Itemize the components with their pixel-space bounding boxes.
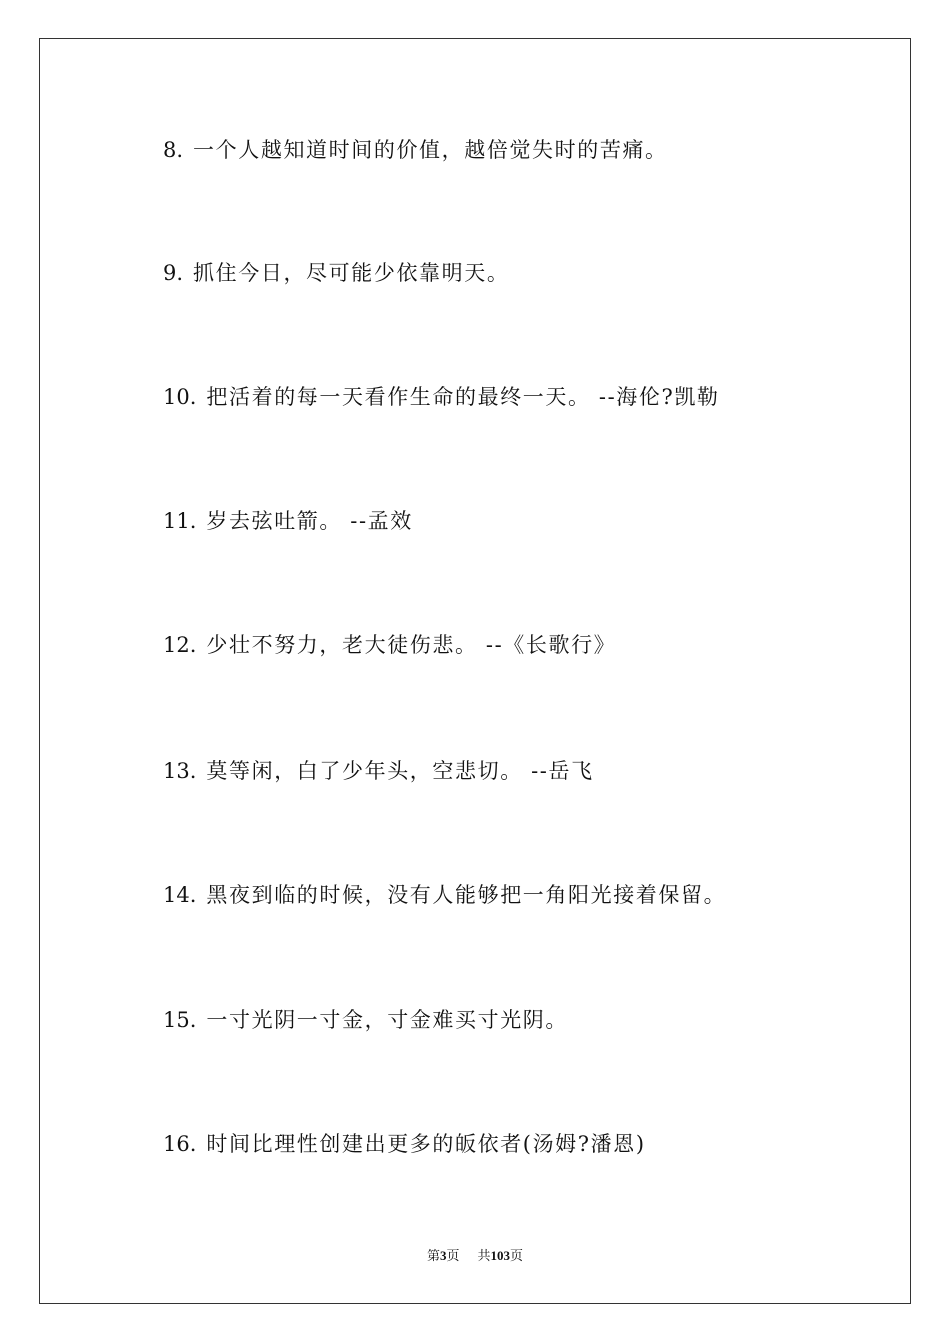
item-text: 时间比理性创建出更多的皈依者(汤姆?潘恩) [206,1132,646,1156]
total-number: 103 [490,1248,511,1263]
list-item-13 [163,757,594,785]
page-number: 3 [439,1248,447,1263]
item-number: 13. [163,759,197,783]
item-text: 岁去弦吐箭。 --孟效 [206,509,413,533]
list-item-11 [163,507,413,535]
total-pages-indicator [478,1248,524,1263]
page-indicator [427,1248,460,1263]
page-border [39,38,911,1304]
item-text: 抓住今日，尽可能少依靠明天。 [193,261,510,285]
item-number: 11. [163,509,197,533]
item-text: 一个人越知道时间的价值，越倍觉失时的苦痛。 [193,138,668,162]
list-item-8 [163,136,668,164]
item-number: 15. [163,1008,197,1032]
list-item-12 [163,631,616,659]
item-text: 少壮不努力，老大徒伤悲。 --《长歌行》 [206,633,617,657]
list-item-14 [163,881,726,909]
item-text: 黑夜到临的时候，没有人能够把一角阳光接着保留。 [206,883,727,907]
list-item-16 [163,1130,646,1158]
list-item-9 [163,259,509,287]
item-text: 把活着的每一天看作生命的最终一天。 --海伦?凯勒 [206,385,720,409]
list-item-15 [163,1006,568,1034]
page-suffix: 页 [446,1248,460,1263]
list-item-10 [163,383,720,411]
item-number: 9. [163,261,184,285]
page-footer [0,1247,950,1265]
item-number: 12. [163,633,197,657]
total-prefix: 共 [477,1248,491,1263]
item-number: 14. [163,883,197,907]
item-text: 一寸光阴一寸金，寸金难买寸光阴。 [206,1008,569,1032]
item-number: 10. [163,385,197,409]
item-number: 16. [163,1132,197,1156]
page-prefix: 第 [426,1248,440,1263]
item-number: 8. [163,138,184,162]
total-suffix: 页 [510,1248,524,1263]
item-text: 莫等闲，白了少年头，空悲切。 --岳飞 [206,759,594,783]
